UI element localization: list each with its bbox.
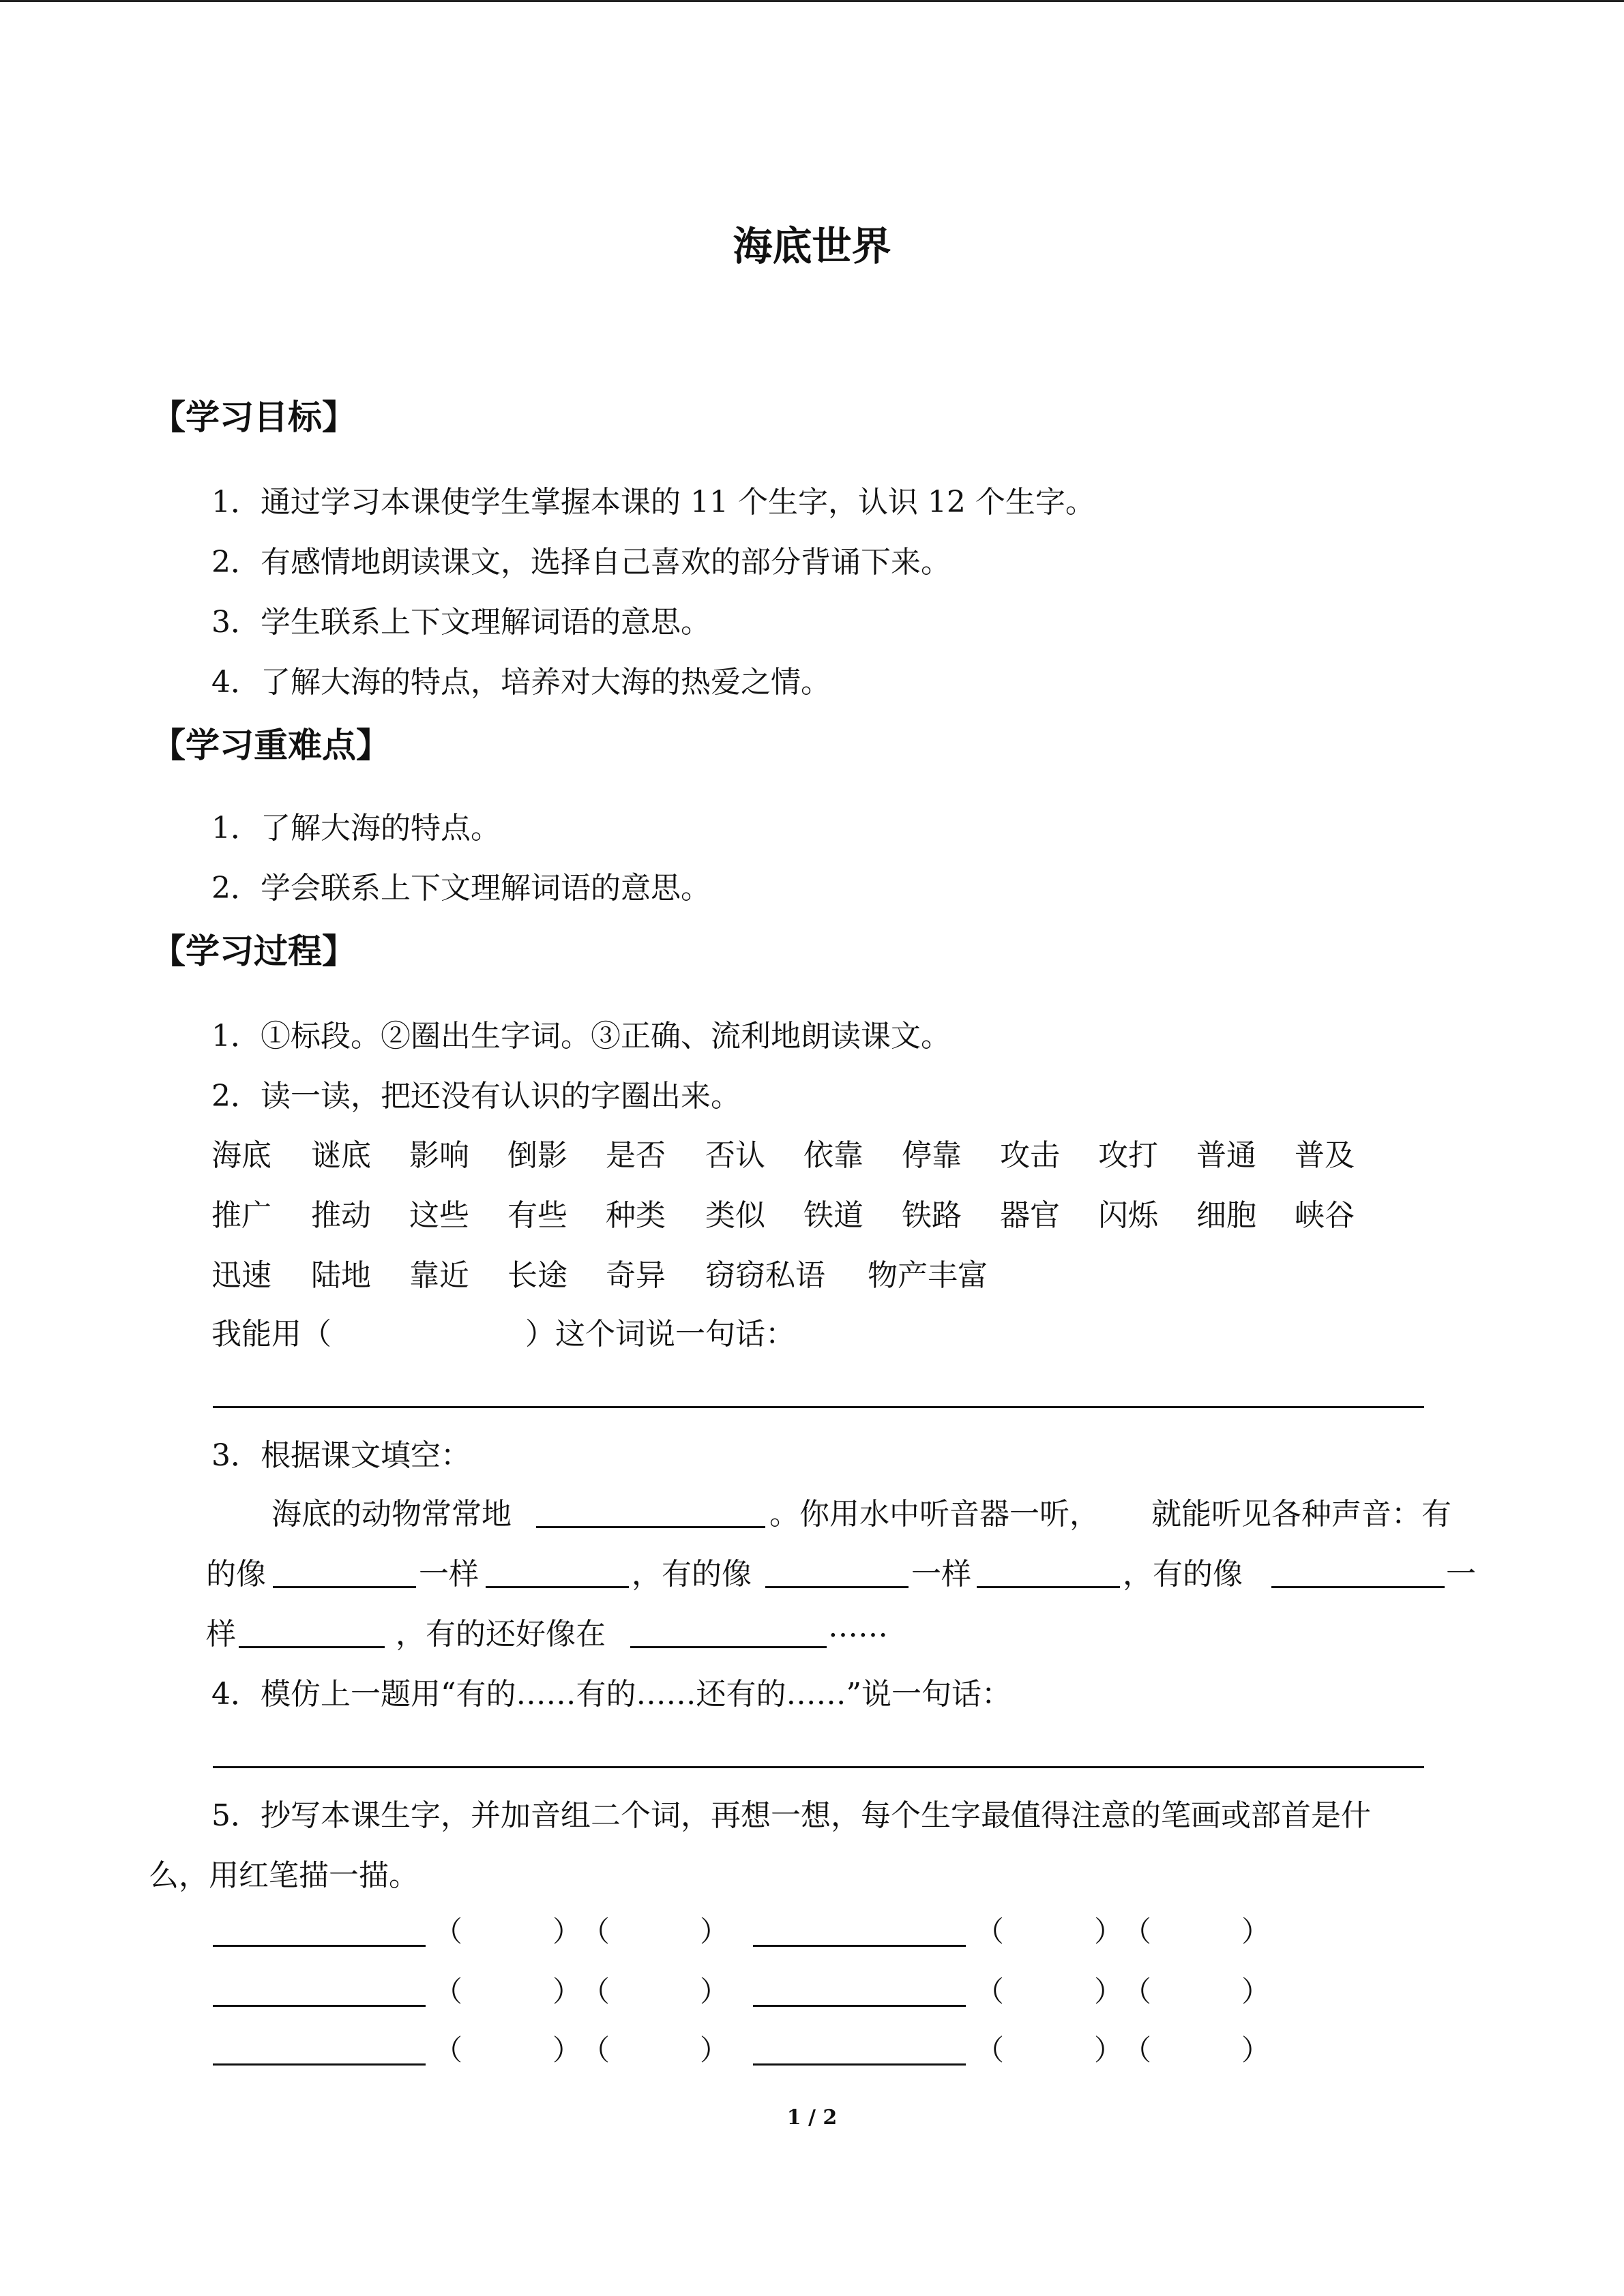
paren-close: ）	[1094, 1975, 1123, 2008]
goal-item-2: 2．有感情地朗读课文，选择自己喜欢的部分背诵下来。	[211, 545, 951, 580]
copy-blank[interactable]	[753, 1945, 966, 1947]
section-heading-goals: 【学习目标】	[151, 398, 356, 437]
fill-blank[interactable]	[765, 1586, 909, 1588]
vocab-word: 有些	[507, 1198, 567, 1233]
vocab-word: 推广	[211, 1198, 271, 1233]
vocab-word: 倒影	[507, 1138, 567, 1173]
fill-blank[interactable]	[239, 1646, 385, 1648]
vocab-word: 普通	[1196, 1138, 1256, 1173]
fill-blank[interactable]	[536, 1526, 765, 1528]
paren-open: （	[581, 1915, 610, 1948]
vocab-word: 细胞	[1196, 1198, 1256, 1233]
vocab-word: 奇异	[606, 1258, 666, 1293]
process-question-4: 4．模仿上一题用“有的……有的……还有的……”说一句话：	[211, 1677, 1012, 1712]
paren-open: （	[1123, 1915, 1152, 1948]
vocab-word: 否认	[705, 1138, 765, 1173]
vocab-word: 铁路	[902, 1198, 962, 1233]
goal-item-1: 1．通过学习本课使学生掌握本课的 11 个生字，认识 12 个生字。	[211, 485, 1095, 520]
vocab-word: 物产丰富	[868, 1258, 988, 1293]
goal-item-3: 3．学生联系上下文理解词语的意思。	[211, 605, 711, 640]
paren-close: ）	[1241, 1975, 1271, 2008]
vocab-word: 影响	[409, 1138, 469, 1173]
copy-blank[interactable]	[753, 2005, 966, 2007]
vocab-word: 窃窃私语	[705, 1258, 825, 1293]
section-heading-process: 【学习过程】	[151, 931, 356, 971]
section-heading-key-points: 【学习重难点】	[151, 726, 390, 765]
vocab-word: 闪烁	[1098, 1198, 1158, 1233]
fill-text: 样	[206, 1617, 236, 1652]
fill-text: 就能听见各种声音：有	[1151, 1497, 1451, 1532]
paren-open: （	[434, 1975, 463, 2008]
paren-close: ）	[1094, 2033, 1123, 2067]
vocab-word: 器官	[1000, 1198, 1060, 1233]
top-border	[0, 0, 1624, 2]
process-question-1: 1．①标段。②圈出生字词。③正确、流利地朗读课文。	[211, 1019, 951, 1054]
vocab-word: 攻击	[1000, 1138, 1060, 1173]
copy-blank[interactable]	[213, 2063, 426, 2066]
fill-blank[interactable]	[630, 1646, 827, 1648]
process-question-3: 3．根据课文填空：	[211, 1438, 471, 1473]
vocab-word: 普及	[1295, 1138, 1355, 1173]
vocab-word: 长途	[507, 1258, 567, 1293]
answer-line[interactable]	[213, 1406, 1424, 1408]
copy-blank[interactable]	[213, 2005, 426, 2007]
paren-open: （	[581, 1975, 610, 2008]
paren-close: ）	[1241, 2033, 1271, 2067]
fill-text: 海底的动物常常地	[271, 1497, 512, 1532]
vocab-word: 依靠	[803, 1138, 863, 1173]
paren-close: ）	[1241, 1915, 1271, 1948]
paren-open: （	[975, 1975, 1005, 2008]
fill-blank[interactable]	[273, 1586, 416, 1588]
vocab-word: 靠近	[409, 1258, 469, 1293]
paren-close: ）	[552, 1915, 582, 1948]
fill-text: 。你用水中听音器一听，	[769, 1497, 1099, 1532]
process-question-5-cont: 么，用红笔描一描。	[149, 1858, 419, 1893]
fill-blank[interactable]	[977, 1586, 1120, 1588]
page-number: 1 / 2	[786, 2106, 838, 2130]
paren-close: ）	[1094, 1915, 1123, 1948]
vocab-word: 迅速	[211, 1258, 271, 1293]
fill-text: ，有的像	[1123, 1557, 1243, 1592]
sentence-prompt-end: ）这个词说一句话：	[525, 1317, 795, 1352]
sentence-prompt-start: 我能用（	[211, 1317, 331, 1352]
fill-text: ……	[828, 1609, 888, 1644]
fill-blank[interactable]	[486, 1586, 629, 1588]
vocab-word: 种类	[606, 1198, 666, 1233]
vocab-word: 这些	[409, 1198, 469, 1233]
paren-open: （	[975, 2033, 1005, 2067]
paren-open: （	[1123, 1975, 1152, 2008]
paren-close: ）	[700, 1915, 729, 1948]
goal-item-4: 4．了解大海的特点，培养对大海的热爱之情。	[211, 665, 831, 700]
vocab-word: 谜底	[311, 1138, 371, 1173]
vocab-word: 停靠	[902, 1138, 962, 1173]
key-point-item-2: 2．学会联系上下文理解词语的意思。	[211, 871, 711, 906]
fill-text: 一样	[419, 1557, 479, 1592]
vocab-word: 陆地	[311, 1258, 371, 1293]
paren-close: ）	[700, 2033, 729, 2067]
vocab-word: 推动	[311, 1198, 371, 1233]
copy-blank[interactable]	[213, 1945, 426, 1947]
paren-close: ）	[700, 1975, 729, 2008]
vocab-word: 铁道	[803, 1198, 863, 1233]
fill-text: 的像	[206, 1557, 266, 1592]
vocab-word: 类似	[705, 1198, 765, 1233]
paren-open: （	[975, 1915, 1005, 1948]
paren-open: （	[1123, 2033, 1152, 2067]
answer-line[interactable]	[213, 1766, 1424, 1768]
page-title: 海底世界	[733, 223, 891, 269]
fill-blank[interactable]	[1271, 1586, 1445, 1588]
vocab-word: 是否	[606, 1138, 666, 1173]
fill-text: ，有的像	[632, 1557, 752, 1592]
paren-open: （	[434, 2033, 463, 2067]
process-question-5: 5．抄写本课生字，并加音组二个词，再想一想，每个生字最值得注意的笔画或部首是什	[211, 1798, 1371, 1833]
paren-open: （	[434, 1915, 463, 1948]
fill-text: 一样	[911, 1557, 971, 1592]
paren-close: ）	[552, 1975, 582, 2008]
paren-open: （	[581, 2033, 610, 2067]
key-point-item-1: 1．了解大海的特点。	[211, 811, 501, 846]
paren-close: ）	[552, 2033, 582, 2067]
vocab-word: 峡谷	[1295, 1198, 1355, 1233]
fill-text: ，有的还好像在	[396, 1617, 606, 1652]
copy-blank[interactable]	[753, 2063, 966, 2066]
fill-text: 一	[1446, 1557, 1476, 1592]
vocab-word: 海底	[211, 1138, 271, 1173]
process-question-2: 2．读一读，把还没有认识的字圈出来。	[211, 1079, 741, 1114]
vocab-word: 攻打	[1098, 1138, 1158, 1173]
